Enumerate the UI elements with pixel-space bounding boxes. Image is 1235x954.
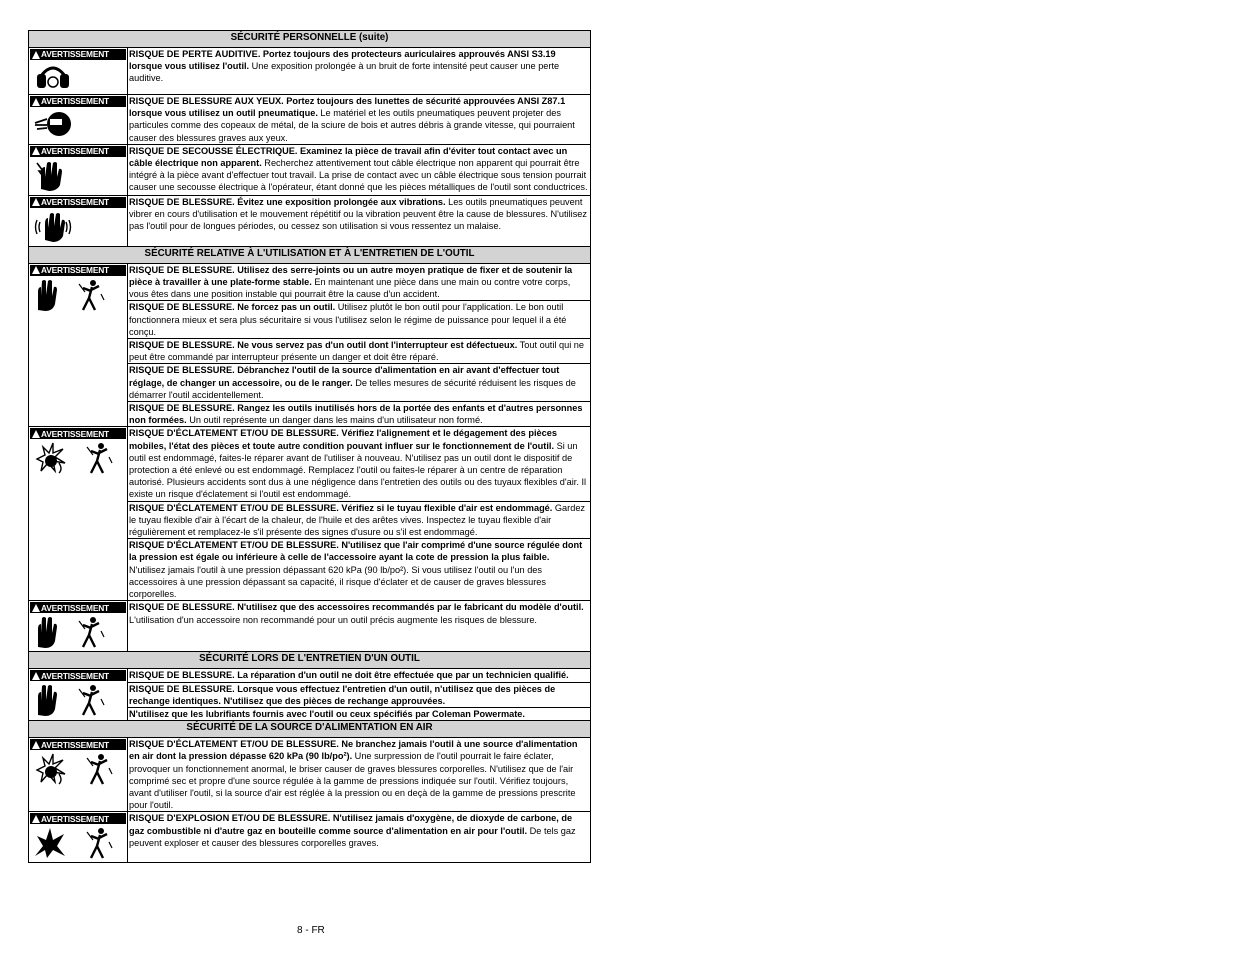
- hazard-heading: RISQUE DE BLESSURE. Ne forcez pas un outil.: [129, 302, 336, 313]
- warning-triangle-icon: [32, 198, 40, 206]
- hazard-description: Un outil représente un danger dans les mains d'un utilisateur non formé.: [186, 415, 483, 426]
- injury-person-icon: [77, 683, 105, 717]
- hazard-heading: RISQUE DE BLESSURE. Ne vous servez pas d'un outil dont l'interrupteur est défectueux.: [129, 340, 518, 351]
- warning-triangle-icon: [32, 266, 40, 274]
- hazard-icon-cell: [29, 195, 128, 246]
- hazard-icon-cell: [29, 144, 128, 195]
- warning-label-text: AVERTISSEMENT: [41, 739, 109, 750]
- warning-label: [30, 739, 126, 750]
- hazard-text: [128, 501, 591, 539]
- hazard-description: En maintenant une pièce dans une main ou contre votre corps, vous êtes dans une position instable qui pourrait être la cause d'un accident.: [129, 277, 571, 300]
- hazard-heading: N'utilisez que les lubrifiants fournis avec l'outil ou ceux spécifiés par Coleman Powermate.: [129, 708, 525, 719]
- hazard-heading: RISQUE D'ÉCLATEMENT ET/OU DE BLESSURE. Vérifiez l'alignement et le dégagement des pièces mobiles, l'état des pièces et toute autre condition pouvant influer sur le fonctionnement de l'outil.: [129, 428, 557, 451]
- warning-label: [30, 96, 126, 107]
- warning-label: [30, 670, 126, 681]
- hazard-description: Les outils pneumatiques peuvent vibrer en cours d'utilisation et le mouvement répétitif ou la vibration peuvent être la cause de blessures. N'utilisez pas l'outil pour de longues périodes, ou cessez son utilisation si vous ressentez un malaise.: [129, 196, 588, 232]
- hazard-description: Si un outil est endommagé, faites-le réparer avant de l'utiliser à nouveau. N'utilisez pas un outil dont le dispositif de protection a été enlevé ou est endommagé. Remplacez l'outil ou faites-le réparer à un centre de réparation autorisé. Plusieurs accidents sont dus à une négligence dans l'entretien des outils ou des tuyaux flexibles d'air. Il existe un risque d'éclatement si l'outil est endommagé.: [129, 440, 587, 500]
- hazard-heading: RISQUE DE BLESSURE. La réparation d'un outil ne doit être effectuée que par un technicien qualifié.: [129, 670, 569, 681]
- hazard-icon-cell: [29, 263, 128, 427]
- warning-label: [30, 428, 126, 439]
- hazard-row: [29, 812, 591, 863]
- safety-table: [28, 30, 591, 863]
- electric-shock-icon: [33, 159, 69, 193]
- injury-person-icon: [85, 826, 113, 860]
- hazard-description: L'utilisation d'un accessoire non recommandé pour un outil précis augmente les risques de blessure.: [129, 614, 537, 625]
- warning-label-text: AVERTISSEMENT: [41, 265, 109, 276]
- explosion-icon: [33, 826, 67, 860]
- hazard-heading: RISQUE DE BLESSURE. Débranchez l'outil de la source d'alimentation en air avant d'effectuer tout réglage, de changer un accessoire, ou de le ranger.: [129, 365, 560, 388]
- hazard-text: [128, 339, 591, 364]
- hazard-text: [128, 195, 591, 246]
- hazard-row: [29, 48, 591, 95]
- warning-label: [30, 146, 126, 157]
- hazard-text: [128, 95, 591, 145]
- hazard-text: [128, 263, 591, 301]
- hazard-text: [128, 669, 591, 682]
- stop-hand-icon: [33, 278, 59, 312]
- hazard-description: Gardez le tuyau flexible d'air à l'écart de la chaleur, de l'huile et des arêtes vives. Inspectez le tuyau flexible d'air régulièrement et remplacez-le s'il présente des signes d'usure ou s'il est endommagé.: [129, 502, 586, 538]
- hazard-text: [128, 301, 591, 339]
- burst-icon: [33, 441, 67, 475]
- injury-person-icon: [85, 752, 113, 786]
- hazard-description: Utilisez plutôt le bon outil pour l'application. Le bon outil fonctionnera mieux et sera plus sécuritaire si vous l'utilisez selon le régime de puissance pour lequel il a été conçu.: [129, 302, 567, 337]
- hazard-description: De telles mesures de sécurité réduisent les risques de démarrer l'outil accidentellement.: [129, 377, 576, 400]
- vibration-hand-icon: [33, 210, 73, 244]
- injury-person-icon: [77, 615, 105, 649]
- warning-label-text: AVERTISSEMENT: [41, 146, 109, 157]
- hazard-icon-cell: [29, 738, 128, 812]
- stop-hand-icon: [33, 615, 59, 649]
- warning-triangle-icon: [32, 741, 40, 749]
- hazard-icon-cell: [29, 669, 128, 721]
- hazard-heading: RISQUE DE BLESSURE. Utilisez des serre-joints ou un autre moyen pratique de fixer et de soutenir la pièce à travailler à une plate-forme stable.: [129, 264, 573, 288]
- ear-protection-icon: [33, 62, 73, 92]
- hazard-heading: RISQUE DE PERTE AUDITIVE. Portez toujours des protecteurs auriculaires approuvés ANSI S3.19 lorsque vous utilisez l'outil.: [129, 49, 556, 72]
- hazard-row: [29, 95, 591, 145]
- hazard-icon-cell: [29, 812, 128, 863]
- warning-triangle-icon: [32, 815, 40, 823]
- hazard-row: [29, 195, 591, 246]
- hazard-heading: RISQUE DE BLESSURE. N'utilisez que des accessoires recommandés par le fabricant du modèle d'outil.: [129, 602, 584, 613]
- warning-triangle-icon: [32, 51, 40, 59]
- section-title: SÉCURITÉ DE LA SOURCE D'ALIMENTATION EN AIR: [29, 721, 591, 738]
- hazard-text: [128, 402, 591, 427]
- hazard-heading: RISQUE D'ÉCLATEMENT ET/OU DE BLESSURE. Ne branchez jamais l'outil à une source d'alimentation en air dont la pression dépasse 620 kPa (90 lb/po²).: [129, 739, 578, 762]
- hazard-heading: RISQUE D'EXPLOSION ET/OU DE BLESSURE. N'utilisez jamais d'oxygène, de dioxyde de carbone, de gaz combustible ni d'autre gaz en bouteille comme source d'alimentation en air pour l'outil.: [129, 813, 573, 836]
- warning-label: [30, 813, 126, 824]
- hazard-heading: RISQUE D'ÉCLATEMENT ET/OU DE BLESSURE. Vérifiez si le tuyau flexible d'air est endommagé.: [129, 502, 553, 513]
- warning-label-text: AVERTISSEMENT: [41, 602, 109, 613]
- eye-injury-icon: [33, 109, 73, 139]
- hazard-heading: RISQUE DE BLESSURE. Rangez les outils inutilisés hors de la portée des enfants et d'autres personnes non formées.: [129, 403, 583, 426]
- warning-label-text: AVERTISSEMENT: [41, 96, 109, 107]
- warning-label: [30, 602, 126, 613]
- burst-icon: [33, 752, 67, 786]
- warning-label-text: AVERTISSEMENT: [41, 197, 109, 208]
- hazard-heading: RISQUE DE BLESSURE. Lorsque vous effectuez l'entretien d'un outil, n'utilisez que des pièces de rechange identiques. N'utilisez que des pièces de rechange approuvées.: [129, 683, 556, 706]
- warning-label: [30, 49, 126, 60]
- hazard-text: [128, 539, 591, 601]
- hazard-description: N'utilisez jamais l'outil à une pression dépassant 620 kPa (90 lb/po²). Si vous utilisez l'outil ou l'un des accessoires à une pression dépassant sa capacité, il risque d'éclater et de causer de graves blessures corporelles.: [129, 564, 546, 600]
- hazard-description: Recherchez attentivement tout câble électrique non apparent qui pourrait être intégré à la pièce avant d'effectuer tout travail. La prise de contact avec un câble électrique sous tension pourrait causer une secousse électrique à l'opérateur, étant donné que les pièces métalliques de l'outil sont conductrices.: [129, 158, 588, 193]
- warning-triangle-icon: [32, 147, 40, 155]
- section-title: SÉCURITÉ LORS DE L'ENTRETIEN D'UN OUTIL: [29, 652, 591, 669]
- hazard-icon-cell: [29, 48, 128, 95]
- injury-person-icon: [85, 441, 113, 475]
- page-number: 8 - FR: [297, 925, 325, 936]
- section-title: SÉCURITÉ PERSONNELLE (suite): [29, 31, 591, 48]
- warning-triangle-icon: [32, 430, 40, 438]
- hazard-text: [128, 601, 591, 652]
- hazard-heading: RISQUE DE SECOUSSE ÉLECTRIQUE. Examinez la pièce de travail afin d'éviter tout contact avec un câble électrique non apparent.: [129, 145, 568, 169]
- hazard-row: [29, 738, 591, 812]
- section-header-row: [29, 652, 591, 669]
- hazard-row: [29, 669, 591, 682]
- hazard-description: Une exposition prolongée à un bruit de forte intensité peut causer une perte auditive.: [129, 61, 560, 84]
- hazard-text: [128, 48, 591, 95]
- hazard-description: Tout outil qui ne peut être commandé par interrupteur présente un danger et doit être réparé.: [129, 340, 585, 363]
- hazard-text: [128, 707, 591, 720]
- hazard-text: [128, 738, 591, 812]
- hazard-icon-cell: [29, 601, 128, 652]
- injury-person-icon: [77, 278, 105, 312]
- section-header-row: [29, 246, 591, 263]
- warning-label: [30, 265, 126, 276]
- hazard-text: [128, 812, 591, 863]
- warning-triangle-icon: [32, 604, 40, 612]
- hazard-heading: RISQUE DE BLESSURE. Évitez une exposition prolongée aux vibrations.: [129, 196, 446, 207]
- warning-label: [30, 197, 126, 208]
- hazard-row: [29, 427, 591, 501]
- hazard-row: [29, 263, 591, 301]
- warning-triangle-icon: [32, 672, 40, 680]
- hazard-heading: RISQUE DE BLESSURE AUX YEUX. Portez toujours des lunettes de sécurité approuvées ANSI Z87.1 lorsque vous utilisez un outil pneumatique.: [129, 96, 566, 119]
- stop-hand-icon: [33, 683, 59, 717]
- warning-label-text: AVERTISSEMENT: [41, 428, 109, 439]
- hazard-heading: RISQUE D'ÉCLATEMENT ET/OU DE BLESSURE. N'utilisez que l'air comprimé d'une source régulée dont la pression est égale ou inférieure à celle de l'accessoire ayant la cote de pression la plus faible.: [129, 540, 583, 563]
- hazard-icon-cell: [29, 427, 128, 601]
- hazard-description: De tels gaz peuvent exploser et causer des blessures corporelles graves.: [129, 825, 576, 848]
- section-header-row: [29, 721, 591, 738]
- warning-label-text: AVERTISSEMENT: [41, 49, 109, 60]
- hazard-icon-cell: [29, 95, 128, 145]
- hazard-description: Une surpression de l'outil pourrait le faire éclater, provoquer un fonctionnement anormal, le briser causer de graves blessures corporelles. N'utilisez que de l'air comprimé sec et propre d'une source régulée à la gamme de pressions indiquée sur l'outil. Vérifiez toujours, avant d'utiliser l'outil, si la source d'air est réglée à la pression ou en deçà de la gamme de pressions prescrite pour l'outil.: [129, 751, 576, 811]
- section-title: SÉCURITÉ RELATIVE À L'UTILISATION ET À L'ENTRETIEN DE L'OUTIL: [29, 246, 591, 263]
- section-header-row: [29, 31, 591, 48]
- warning-label-text: AVERTISSEMENT: [41, 813, 109, 824]
- hazard-description: Le matériel et les outils pneumatiques peuvent projeter des particules comme des copeaux de métal, de la sciure de bois et autres débris à grande vitesse, qui pourraient causer des blessures graves aux yeux.: [129, 108, 575, 143]
- hazard-row: [29, 601, 591, 652]
- hazard-text: [128, 144, 591, 195]
- hazard-text: [128, 682, 591, 707]
- hazard-row: [29, 144, 591, 195]
- hazard-text: [128, 364, 591, 402]
- warning-triangle-icon: [32, 98, 40, 106]
- hazard-text: [128, 427, 591, 501]
- warning-label-text: AVERTISSEMENT: [41, 670, 109, 681]
